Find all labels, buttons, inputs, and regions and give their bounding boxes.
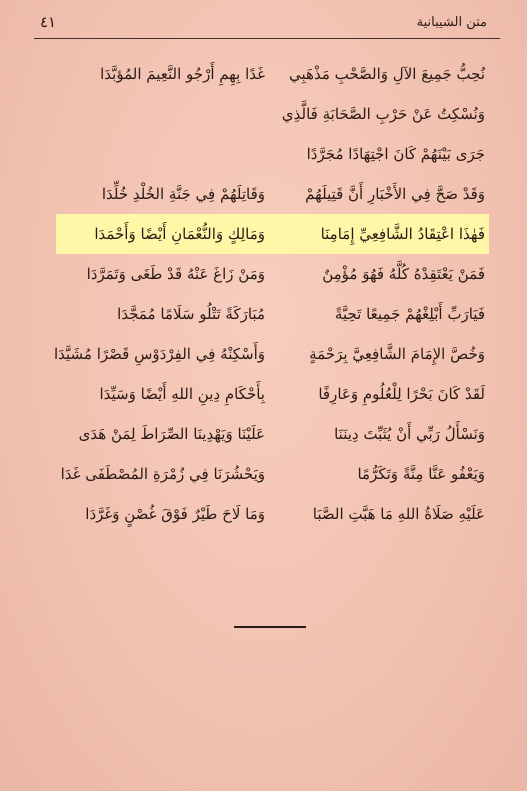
verse-first-hemistich: فَيَارَبِّ أَبْلِغْهُمْ جَمِيعًا تَحِيَّةً <box>334 305 485 323</box>
verse-first-hemistich: عَلَيْهِ صَلَاةُ اللهِ مَا هَبَّتِ الصَّبَا <box>312 505 485 523</box>
verse-first-hemistich: وَنُسْكِتُ عَنْ حَرْبِ الصَّحَابَةِ فَالَّذِي <box>281 105 485 123</box>
verse-line <box>60 94 485 134</box>
verse-line <box>60 414 485 454</box>
verse-first-hemistich: فَهٰذَا اعْتِقَادُ الشَّافِعِيِّ إِمَامِنَا <box>320 225 485 243</box>
verse-first-hemistich: جَرَى بَيْنَهُمْ كَانَ اجْتِهَادًا مُجَرَّدًا <box>306 145 485 163</box>
poem <box>53 54 485 534</box>
verse-first-hemistich: وَخُصَّ الإِمَامَ الشَّافِعِيَّ بِرَحْمَةٍ <box>309 345 485 363</box>
verse-second-hemistich: وَمَا لَاحَ طَيْرٌ فَوْقَ غُصْنٍ وَغَرَّدَا <box>85 505 265 523</box>
verse-second-hemistich: عَلَيْنَا وَيَهْدِينَا الصِّرَاطَ لِمَنْ هَدَى <box>78 425 265 443</box>
verse-first-hemistich: وَيَعْفُو عَنَّا مِنَّةً وَتَكَرُّمًا <box>357 465 485 483</box>
verse-second-hemistich: وَمَالِكٍ وَالنُّعْمَانِ أَيْضًا وَأَحْمَدَا <box>94 225 265 243</box>
verse-line <box>60 134 485 174</box>
verse-line <box>60 374 485 414</box>
verse-first-hemistich: فَمَنْ يَعْتَقِدْهُ كُلَّهُ فَهُوَ مُؤْمِنٌ <box>322 265 485 283</box>
verse-first-hemistich: وَنَسْأَلُ رَبِّي أَنْ يُثَبِّتَ دِينَنَا <box>334 425 485 443</box>
running-title: متن الشيبانية <box>416 14 487 30</box>
verse-second-hemistich: وَيَحْشُرَنَا فِي زُمْرَةِ المُصْطَفَى غَدَا <box>60 465 265 483</box>
verse-second-hemistich: وَمَنْ زَاغَ عَنْهُ قَدْ طَغَى وَتَمَرَّدَا <box>86 265 265 283</box>
verse-second-hemistich: بِأَحْكَامِ دِينِ اللهِ أَيْضًا وَسَيِّدَا <box>99 385 265 403</box>
verse-line <box>60 294 485 334</box>
verse-line <box>60 454 485 494</box>
end-ornament-rule <box>234 626 306 628</box>
verse-first-hemistich: وَقَدْ صَحَّ فِي الأَخْبَارِ أَنَّ قَتِيلَهُمْ <box>305 185 485 203</box>
verse-first-hemistich: لَقَدْ كَانَ بَحْرًا لِلْعُلُومِ وَعَارِفًا <box>318 385 485 403</box>
verse-line <box>60 174 485 214</box>
verse-line <box>60 254 485 294</box>
page-header <box>40 8 487 36</box>
verse-line <box>53 334 485 374</box>
verse-first-hemistich: نُحِبُّ جَمِيعَ الآلِ وَالصَّحْبِ مَذْهَبِي <box>289 65 485 83</box>
verse-line <box>60 494 485 534</box>
verse-second-hemistich: غَدًا بِهِمِ أَرْجُو النَّعِيمَ المُؤبَّدَا <box>100 65 265 83</box>
highlighted-verse-line <box>56 214 489 254</box>
verse-second-hemistich: مُبَارَكَةً تَتْلُو سَلَامًا مُمَجَّدَا <box>117 305 265 323</box>
verse-second-hemistich: وَقَاتِلَهُمْ فِي جَنَّةِ الخُلْدِ خُلِّدَا <box>101 185 265 203</box>
header-rule <box>34 38 500 39</box>
page-number: ٤١ <box>40 13 57 31</box>
verse-second-hemistich: وَأَسْكِنْهُ فِي الفِرْدَوْسِ قَصْرًا مُشَيَّدَا <box>53 345 265 363</box>
verse-line <box>60 54 485 94</box>
